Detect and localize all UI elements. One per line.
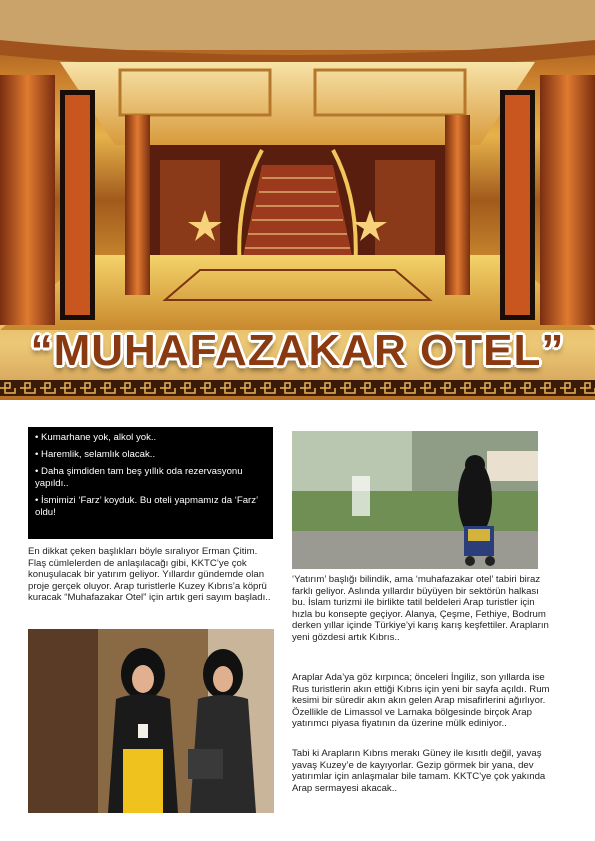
highlight-item: • Haremlik, selamlık olacak.. (35, 449, 156, 460)
street-illustration (292, 431, 538, 569)
women-photo (28, 629, 274, 813)
highlight-item: • Kumarhane yok, alkol yok.. (35, 432, 157, 443)
intro-paragraph: En dikkat çeken başlıkları böyle sıralıyor Erman Çitim. Flaş cümlelerden de anlaşılacağı gibi, KKTC’ye çok konuşulacak bir yatırım geliyor. Yıllardır gündemde olan proje gerçek oluyor. Arap turistlerle Kuzey Kıbrıs’a köprü kuracak “Muhafazakar Otel” için artık geri sayım başladı.. (28, 546, 271, 604)
body-paragraph-3: Tabi ki Arapların Kıbrıs merakı Güney ile kısıtlı değil, yavaş yavaş Kuzey’e de kayıyorlar. Gezip görmek bir yana, dev yatırımlar için anlaşmalar bile tamam. KKTC’ye çok yakında Arap sermayesi akacak.. (292, 748, 546, 794)
body-paragraph-1: ‘Yatırım’ başlığı bilindik, ama ‘muhafazakar otel’ tabiri biraz farklı geliyor. Aslında yıllardır büyüyen bir sektörün halkası bu. İslam turizmi ile birlikte tatil beldeleri Arap turistler için hızla bu konsepte geçiyor. Alanya, Çeşme, Fethiye, Bodrum derken yıllar içinde Türkiye’yi karış karış keşfettiler. Arapların yeni gözdesi artık Kıbrıs.. (292, 574, 549, 643)
highlight-item: • İsmimizi ‘Farz’ koyduk. Bu oteli yapmamız da ‘Farz’ oldu! (35, 495, 258, 518)
highlights-box (28, 427, 273, 539)
street-photo (292, 431, 538, 569)
headline: “MUHAFAZAKAR OTEL” (30, 326, 565, 375)
body-paragraph-2: Araplar Ada’ya göz kırpınca; önceleri İngiliz, son yıllarda ise Rus turistlerin akın ettiği Kıbrıs için yeni bir sayfa açıldı. Rum kesimi bir süredir akın akın gelen Arap misafirlerini ağırlıyor. Özellikle de Limassol ve Larnaka bölgesinde birçok Arap yatırımcı piyasa fiyatının da üzerine mülk ediniyor.. (292, 672, 550, 730)
women-illustration (28, 629, 274, 813)
highlight-item: • Daha şimdiden tam beş yıllık oda rezervasyonu yapıldı.. (35, 466, 243, 489)
